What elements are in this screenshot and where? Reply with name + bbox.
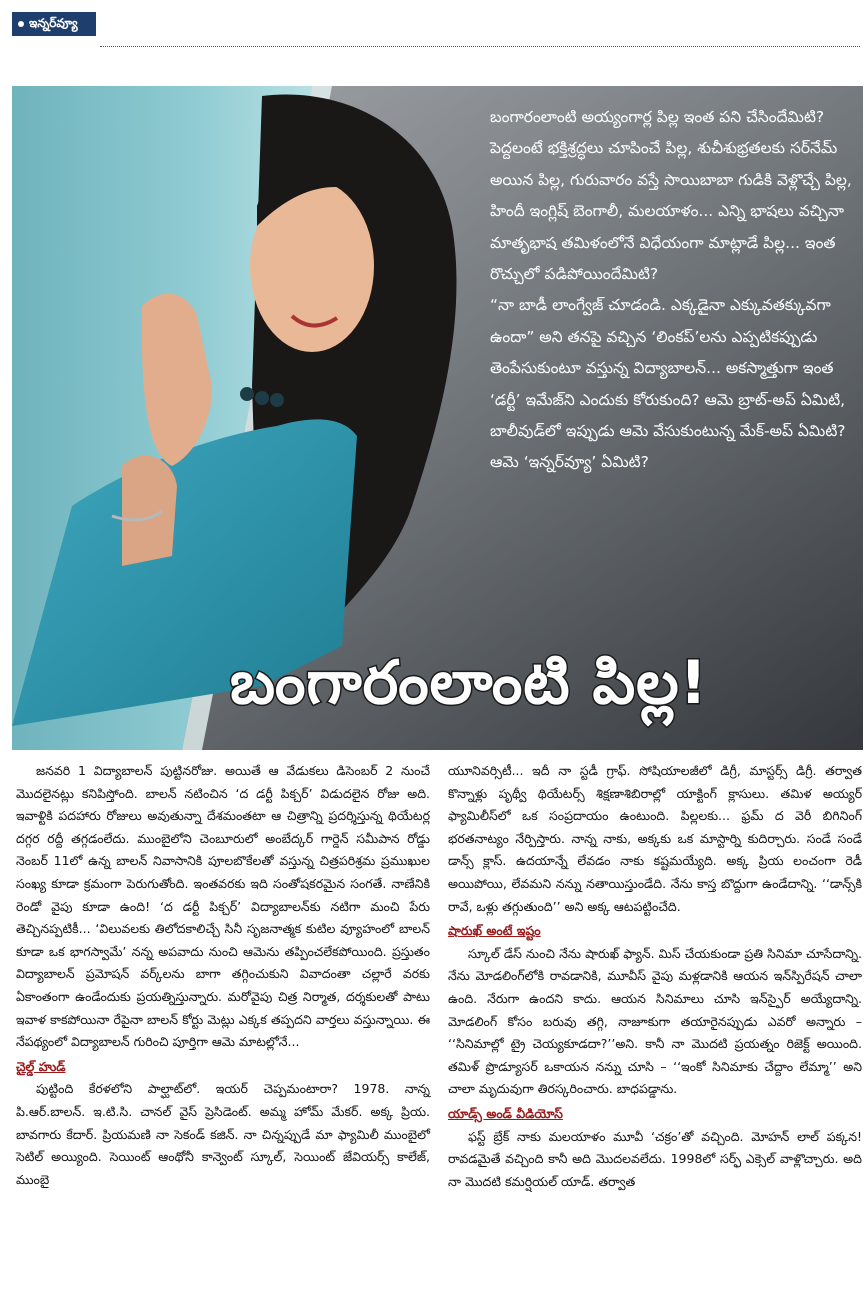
section-tag: [12, 12, 96, 36]
article-column-left: [16, 760, 430, 1191]
bullet-icon: [18, 21, 24, 27]
article-paragraph: పుట్టింది కేరళలోని పాల్ఘాట్‌లో. ఇయర్ చెప్పమంటారా? 1978. నాన్న పి.ఆర్.బాలన్. ఇ.టి.సి. చానల్ వైస్ ప్రెసిడెంట్. అమ్మ హోమ్ మేకర్. అక్క ప్రియ. బావగారు కేదార్. ప్రియమణి నా సెకండ్ కజిన్. నా చిన్నప్పుడే మా ఫ్యామిలీ ముంబైలో సెటిల్ అయ్యింది. సెయింట్ ఆంథోనీ కాన్వెంట్ స్కూల్, సెయింట్ జేవియర్స్ కాలేజ్, ముంబై: [16, 1081, 430, 1187]
hero-banner: [12, 86, 863, 750]
article-paragraph: యూనివర్సిటీ... ఇదీ నా స్టడీ గ్రాఫ్. సోషియాలజీలో డిగ్రీ, మాస్టర్స్ డిగ్రీ. తర్వాత కొన్నాళ్లు పృథ్వీ థియేటర్స్ శిక్షణాశిబిరాల్లో యాక్టింగ్ క్లాసులు. తమిళ అయ్యర్ ఫ్యామిలీస్‌లో ఒక సంప్రదాయం ఉంటుంది. పిల్లలకు... ఫ్రమ్ ద వెరీ బిగినింగ్ భరతనాట్యం నేర్పిస్తారు. నాన్న నాకు, అక్కకు ఒక మాస్టార్ని కుదిర్చారు. సండే సండే డాన్స్ క్లాస్. ఉదయాన్నే లేవడం నాకు కష్టమయ్యేది. అక్క ప్రియ లంచంగా రెడీ అయిపోయి, లేవమని నన్ను నతాయిస్తుండేది. నేను కాస్త బొద్దుగా ఉండేదాన్ని. ‘‘డాన్స్‌కి రావే, ఒళ్లు తగ్గుతుంది’’ అని అక్క ఆటపట్టించేది.: [448, 763, 862, 914]
intro-text: [490, 102, 862, 479]
headline: బంగారంలాంటి పిల్ల!: [230, 648, 709, 718]
subheading: షారుఖ్ అంటే ఇష్టం: [448, 923, 541, 939]
subheading: చైల్డ్ హుడ్: [16, 1058, 66, 1074]
section-tag-label: ఇన్నర్‌వ్యూ: [29, 15, 78, 30]
article-paragraph: స్కూల్ డేస్ నుంచి నేను షారుఖ్ ఫ్యాన్. మిస్ చేయకుండా ప్రతి సినిమా చూసేదాన్ని. నేను మోడలింగ్‌లోకి రావడానికి, మూవీస్ వైపు మళ్లడానికి ఆయన ఇన్‌స్పిరేషన్ చాలా ఉంది. నేరుగా ఉందని కాదు. ఆయన సినిమాలు చూసి ఇన్‌స్పైర్ అయ్యేదాన్ని. మోడలింగ్ కోసం బరువు తగ్గి, నాజూకుగా తయారైనప్పుడు ఎవరో అన్నారు – ‘‘సినిమాల్లో ట్రై చెయ్యకూడదా?’’అని. కానీ నా మొదటి ప్రయత్నం రిజెక్ట్ అయింది. తమిళ్ ప్రొడ్యూసర్ ఒకాయన నన్ను చూసి – ‘‘ఇంకో సినిమాకు చేద్దాం లేమ్మా’’ అని చాలా మృదువుగా తిరస్కరించారు. బాధపడ్డాను.: [448, 945, 862, 1097]
article-paragraph: జనవరి 1 విద్యాబాలన్ పుట్టినరోజు. అయితే ఆ వేడుకలు డిసెంబర్ 2 నుంచే మొదలైనట్లు కనిపిస్తోంది. బాలన్ నటించిన ‘ద డర్టీ పిక్చర్’ విడుదలైన రోజు అది. ఇవాళ్టికి పదహారు రోజులు అవుతున్నా దేశమంతటా ఆ చిత్రాన్ని ప్రదర్శిస్తున్న థియేటర్ల దగ్గర రద్దీ తగ్గడంలేదు. ముంబైలోని చెంబూరులో అంబేద్కర్ గార్డెన్ సమీపాన రోడ్డు నెంబర్ 11లో ఉన్న బాలన్ నివాసానికి పూలబొకేలతో వస్తున్న చిత్రపరిశ్రమ ప్రముఖుల సంఖ్య కూడా క్రమంగా పెరుగుతోంది. ఇంతవరకు ఇది సంతోషకరమైన సంగతే. నాణేనికి రెండో వైపు కూడా ఉంది! ‘ద డర్టీ పిక్చర్’ విద్యాబాలన్‌కు నటిగా మంచి పేరు తెచ్చినప్పటికీ... ‘విలువలకు తిలోదకాలిచ్చే సినీ సృజనాత్మక కుటిల వ్యూహంలో బాలన్ కూడా ఒక భాగస్వామే’ నన్న అపవాదు నుంచి ఆమెను తప్పించలేకపోయింది. ప్రస్తుతం విద్యాబాలన్ ప్రమోషన్ వర్క్‌లను బాగా తగ్గించుకుని వివాదంతా చల్లారే వరకు ఏకాంతంగా ఉండేందుకు ప్రయత్నిస్తున్నారు. మరోవైపు చిత్ర నిర్మాత, దర్శకులతో పాటు ఇవాళ కాకపోయినా రేపైనా బాలన్ కోర్టు మెట్లు ఎక్కక తప్పదని వార్తలు వస్తున్నాయి. ఈ నేపథ్యంలో విద్యాబాలన్ గురించి పూర్తిగా ఆమె మాటల్లోనే...: [16, 763, 430, 1050]
subheading: యాడ్స్ అండ్ వీడియోస్: [448, 1105, 563, 1121]
intro-paragraph: బంగారంలాంటి అయ్యంగార్ల పిల్ల ఇంత పని చేసిందేమిటి? పెద్దలంటే భక్తిశ్రద్ధలు చూపించే పిల్ల, శుచీశుభ్రతలకు సర్‌నేమ్ అయిన పిల్ల, గురువారం వస్తే సాయిబాబా గుడికి వెళ్లొచ్చే పిల్ల, హిందీ ఇంగ్లిష్ బెంగాలీ, మలయాళం... ఎన్ని భాషలు వచ్చినా మాతృభాష తమిళంలోనే విధేయంగా మాట్లాడే పిల్ల... ఇంత రొచ్చులో పడిపోయిందేమిటి?: [490, 108, 852, 284]
article-paragraph: ఫస్ట్ బ్రేక్ నాకు మలయాళం మూవీ ‘చక్రం’తో వచ్చింది. మోహన్ లాల్ పక్కన! రావడమైతే వచ్చింది కానీ అది మొదలవలేదు. 1998లో సర్ఫ్ ఎక్సెల్ వాళ్లొచ్చారు. అది నా మొదటి కమర్షియల్ యాడ్. తర్వాత: [448, 1128, 862, 1189]
header-divider: [100, 46, 860, 47]
article-column-right: [448, 760, 862, 1193]
intro-paragraph: “నా బాడీ లాంగ్వేజ్ చూడండి. ఎక్కడైనా ఎక్కువతక్కువగా ఉందా” అని తనపై వచ్చిన ‘లింకప్’లను ఎప్పటికప్పుడు తెంపేసుకుంటూ వస్తున్న విద్యాబాలన్... అకస్మాత్తుగా ఇంత ‘డర్టీ’ ఇమేజ్‌ని ఎందుకు కోరుకుంది? ఆమె బ్రాట్-అప్ ఏమిటి, బాలీవుడ్‌లో ఇప్పుడు ఆమె వేసుకుంటున్న మేక్-అప్ ఏమిటి? ఆమె ‘ఇన్నర్‌వ్యూ’ ఏమిటి?: [490, 296, 846, 472]
